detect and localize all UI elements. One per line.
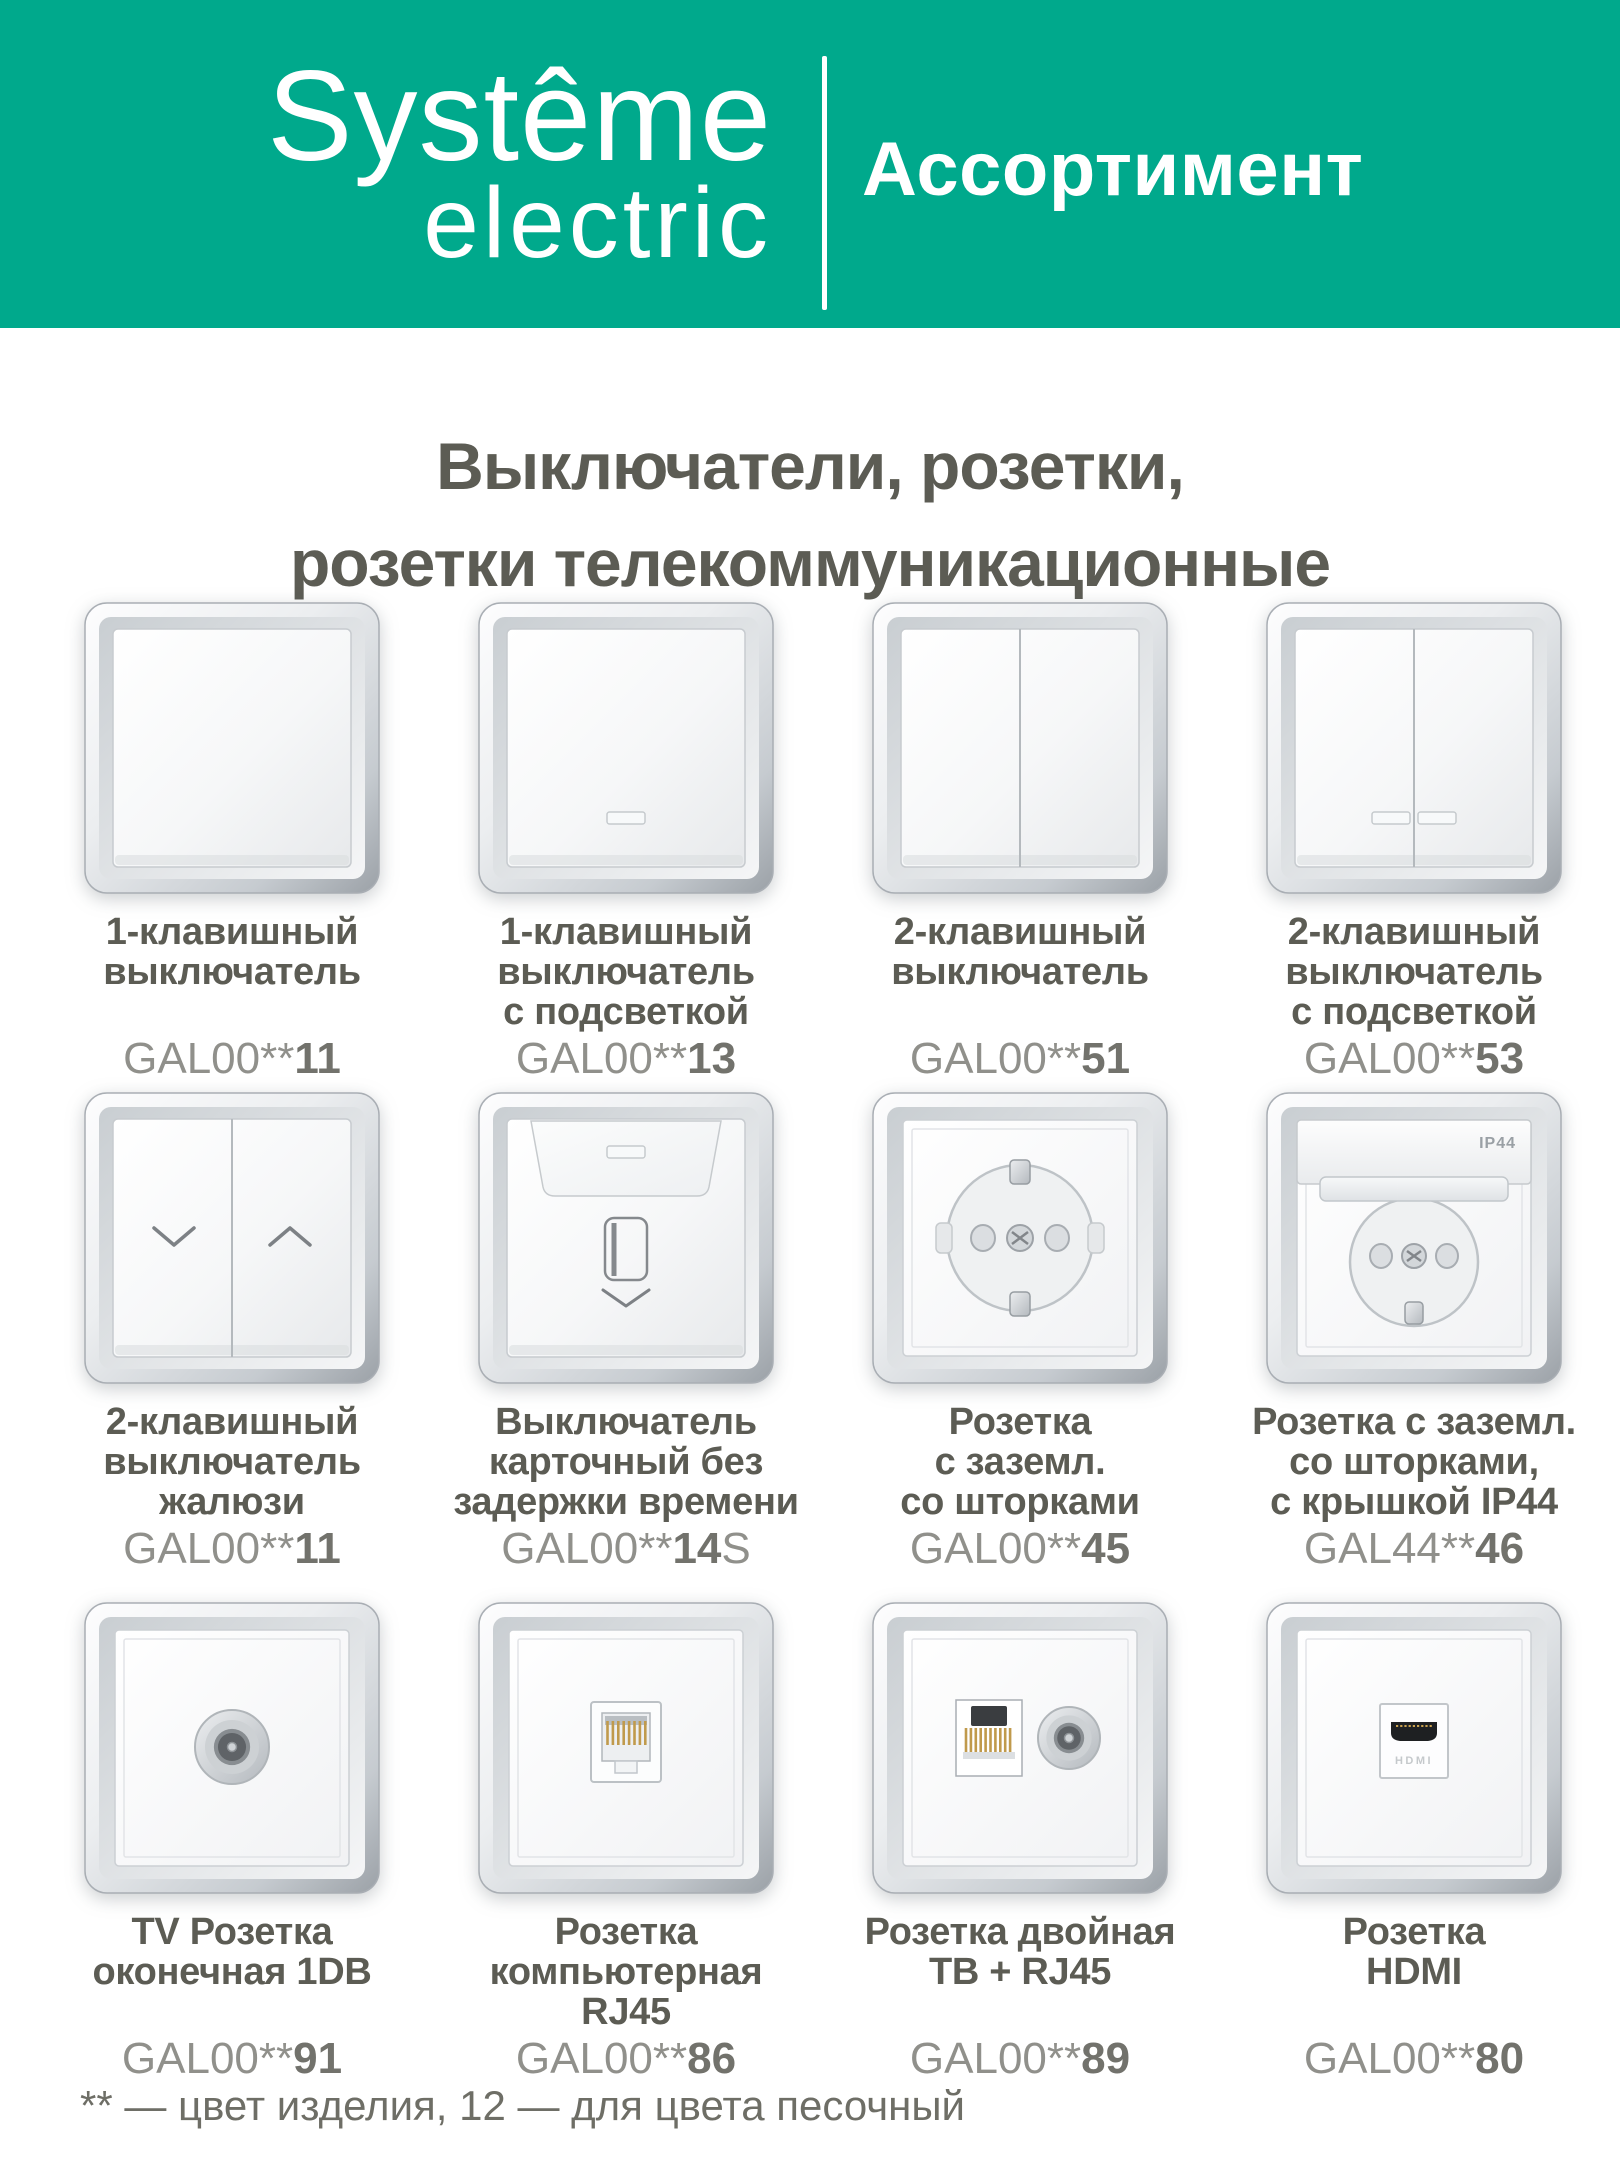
product-name bbox=[1212, 1912, 1616, 2032]
brand-wordmark-systeme: Systême bbox=[267, 45, 772, 188]
product-image bbox=[870, 1090, 1170, 1386]
product-name-line: со шторками bbox=[900, 1481, 1140, 1523]
product-code-prefix: GAL00** bbox=[515, 2034, 688, 2083]
product-code-number: 53 bbox=[1475, 1034, 1525, 1083]
product-name-line: с заземл. bbox=[934, 1441, 1106, 1483]
product-name-line: Розетка с заземл. bbox=[1252, 1401, 1576, 1443]
socket-schuko-icon bbox=[870, 1090, 1170, 1386]
product-image bbox=[476, 600, 776, 896]
product-name bbox=[30, 1402, 434, 1522]
product-card-4 bbox=[1264, 600, 1564, 1090]
product-name-line: 2-клавишный bbox=[1287, 911, 1541, 953]
switch-1gang-light-icon bbox=[476, 600, 776, 896]
product-name bbox=[424, 912, 828, 1032]
product-image bbox=[476, 1090, 776, 1386]
product-card-11 bbox=[864, 1600, 1176, 2083]
svg-text:HDMI: HDMI bbox=[1394, 1755, 1434, 1767]
product-image bbox=[82, 600, 382, 896]
header-divider bbox=[822, 56, 827, 310]
switch-blinds-icon bbox=[82, 1090, 382, 1386]
product-grid bbox=[82, 600, 1576, 2083]
product-code-number: 86 bbox=[687, 2034, 737, 2083]
product-name-line: ТВ + RJ45 bbox=[928, 1951, 1112, 1993]
product-name-line: задержки времени bbox=[453, 1481, 799, 1523]
product-image bbox=[870, 600, 1170, 896]
product-image bbox=[1264, 1090, 1564, 1386]
product-name-line: со шторками, bbox=[1289, 1441, 1539, 1483]
product-name-line: 1-клавишный bbox=[499, 911, 753, 953]
switch-2gang-light-icon bbox=[1264, 600, 1564, 896]
product-name-line: 2-клавишный bbox=[105, 1401, 359, 1443]
product-name-line: карточный без bbox=[488, 1441, 764, 1483]
product-code bbox=[516, 2034, 736, 2084]
product-name bbox=[818, 1402, 1222, 1522]
footnote: ** — цвет изделия, 12 — для цвета песочный bbox=[80, 2082, 965, 2129]
product-card-8 bbox=[1252, 1090, 1576, 1600]
product-card-2 bbox=[476, 600, 776, 1090]
product-code-prefix: GAL00** bbox=[909, 2034, 1082, 2083]
product-card-6 bbox=[453, 1090, 799, 1600]
product-code-number: 45 bbox=[1081, 1524, 1131, 1573]
product-code bbox=[123, 1034, 341, 1084]
product-name-line: 2-клавишный bbox=[893, 911, 1147, 953]
product-name-line: с крышкой IP44 bbox=[1270, 1481, 1558, 1523]
product-name-line: компьютерная bbox=[489, 1951, 763, 1993]
product-name bbox=[30, 1912, 434, 2032]
product-card-10 bbox=[476, 1600, 776, 2083]
product-code-number: 11 bbox=[294, 1524, 341, 1573]
product-name-line: выключатель bbox=[1285, 951, 1543, 993]
header-page-label: Ассортимент bbox=[862, 127, 1364, 212]
product-card-9 bbox=[82, 1600, 382, 2083]
product-image bbox=[82, 1600, 382, 1896]
product-name-line: жалюзи bbox=[159, 1481, 305, 1523]
product-code-number: 11 bbox=[294, 1034, 341, 1083]
product-code bbox=[122, 2034, 342, 2084]
product-name-line: Розетка bbox=[554, 1911, 698, 1953]
catalog-title-line-2: розетки телекоммуникационные bbox=[289, 526, 1331, 601]
socket-schuko-ip44-icon bbox=[1264, 1090, 1564, 1386]
product-code bbox=[910, 1524, 1130, 1574]
product-code-number: 51 bbox=[1081, 1034, 1131, 1083]
product-code-suffix: S bbox=[721, 1524, 751, 1573]
product-code bbox=[1304, 2034, 1524, 2084]
product-card-1 bbox=[82, 600, 382, 1090]
product-image bbox=[870, 1600, 1170, 1896]
product-code-number: 89 bbox=[1081, 2034, 1131, 2083]
svg-text:IP44: IP44 bbox=[1479, 1135, 1516, 1152]
switch-1gang-icon bbox=[82, 600, 382, 896]
catalog-title-line-1: Выключатели, розетки, bbox=[436, 429, 1184, 504]
product-name-line: выключатель bbox=[103, 951, 361, 993]
product-code-prefix: GAL00** bbox=[909, 1034, 1082, 1083]
product-code-prefix: GAL00** bbox=[515, 1034, 688, 1083]
product-code-prefix: GAL00** bbox=[123, 1524, 295, 1573]
product-name bbox=[818, 1912, 1222, 2032]
switch-card-icon bbox=[476, 1090, 776, 1386]
product-name-line: Выключатель bbox=[495, 1401, 757, 1443]
product-name-line: Розетка bbox=[1342, 1911, 1486, 1953]
product-name bbox=[424, 1912, 828, 2032]
header-band bbox=[0, 0, 1620, 328]
product-image bbox=[1264, 1600, 1564, 1896]
product-name bbox=[424, 1402, 828, 1522]
product-code-number: 46 bbox=[1475, 1524, 1525, 1573]
product-name-line: Розетка двойная bbox=[864, 1911, 1176, 1953]
product-code bbox=[1304, 1034, 1524, 1084]
product-card-5 bbox=[82, 1090, 382, 1600]
product-code-prefix: GAL00** bbox=[1303, 2034, 1476, 2083]
catalog-title bbox=[0, 418, 1620, 612]
product-name-line: оконечная 1DB bbox=[92, 1951, 372, 1993]
product-card-12 bbox=[1264, 1600, 1564, 2083]
product-name bbox=[1212, 1402, 1616, 1522]
product-code bbox=[123, 1524, 341, 1574]
product-image bbox=[476, 1600, 776, 1896]
product-code-number: 80 bbox=[1475, 2034, 1525, 2083]
product-card-7 bbox=[870, 1090, 1170, 1600]
product-code-prefix: GAL00** bbox=[1303, 1034, 1476, 1083]
product-code-number: 91 bbox=[293, 2034, 343, 2083]
product-card-3 bbox=[870, 600, 1170, 1090]
product-code bbox=[501, 1524, 751, 1574]
product-name-line: выключатель bbox=[103, 1441, 361, 1483]
product-code bbox=[516, 1034, 736, 1084]
product-image bbox=[82, 1090, 382, 1386]
product-name-line: с подсветкой bbox=[1291, 991, 1537, 1033]
product-code-prefix: GAL00** bbox=[123, 1034, 295, 1083]
socket-rj45-icon bbox=[476, 1600, 776, 1896]
product-name-line: TV Розетка bbox=[131, 1911, 333, 1953]
product-name bbox=[818, 912, 1222, 1032]
product-code bbox=[910, 2034, 1130, 2084]
socket-tv-rj45-icon bbox=[870, 1600, 1170, 1896]
product-code-number: 14 bbox=[672, 1524, 722, 1573]
product-name-line: RJ45 bbox=[581, 1991, 671, 2033]
product-code-number: 13 bbox=[687, 1034, 737, 1083]
socket-hdmi-icon bbox=[1264, 1600, 1564, 1896]
product-code-prefix: GAL00** bbox=[909, 1524, 1082, 1573]
product-name-line: 1-клавишный bbox=[105, 911, 359, 953]
brand-logo bbox=[250, 45, 772, 279]
product-name-line: с подсветкой bbox=[503, 991, 749, 1033]
product-code bbox=[910, 1034, 1130, 1084]
product-name-line: Розетка bbox=[948, 1401, 1092, 1443]
socket-tv-icon bbox=[82, 1600, 382, 1896]
product-name-line: выключатель bbox=[891, 951, 1149, 993]
product-image bbox=[1264, 600, 1564, 896]
product-code-prefix: GAL00** bbox=[121, 2034, 294, 2083]
product-code-prefix: GAL00** bbox=[501, 1524, 673, 1573]
product-name bbox=[1212, 912, 1616, 1032]
product-name-line: HDMI bbox=[1366, 1951, 1462, 1993]
product-name bbox=[30, 912, 434, 1032]
product-code bbox=[1304, 1524, 1524, 1574]
brand-wordmark-electric: electric bbox=[423, 166, 772, 279]
product-code-prefix: GAL44** bbox=[1303, 1524, 1476, 1573]
switch-2gang-icon bbox=[870, 600, 1170, 896]
product-name-line: выключатель bbox=[497, 951, 755, 993]
